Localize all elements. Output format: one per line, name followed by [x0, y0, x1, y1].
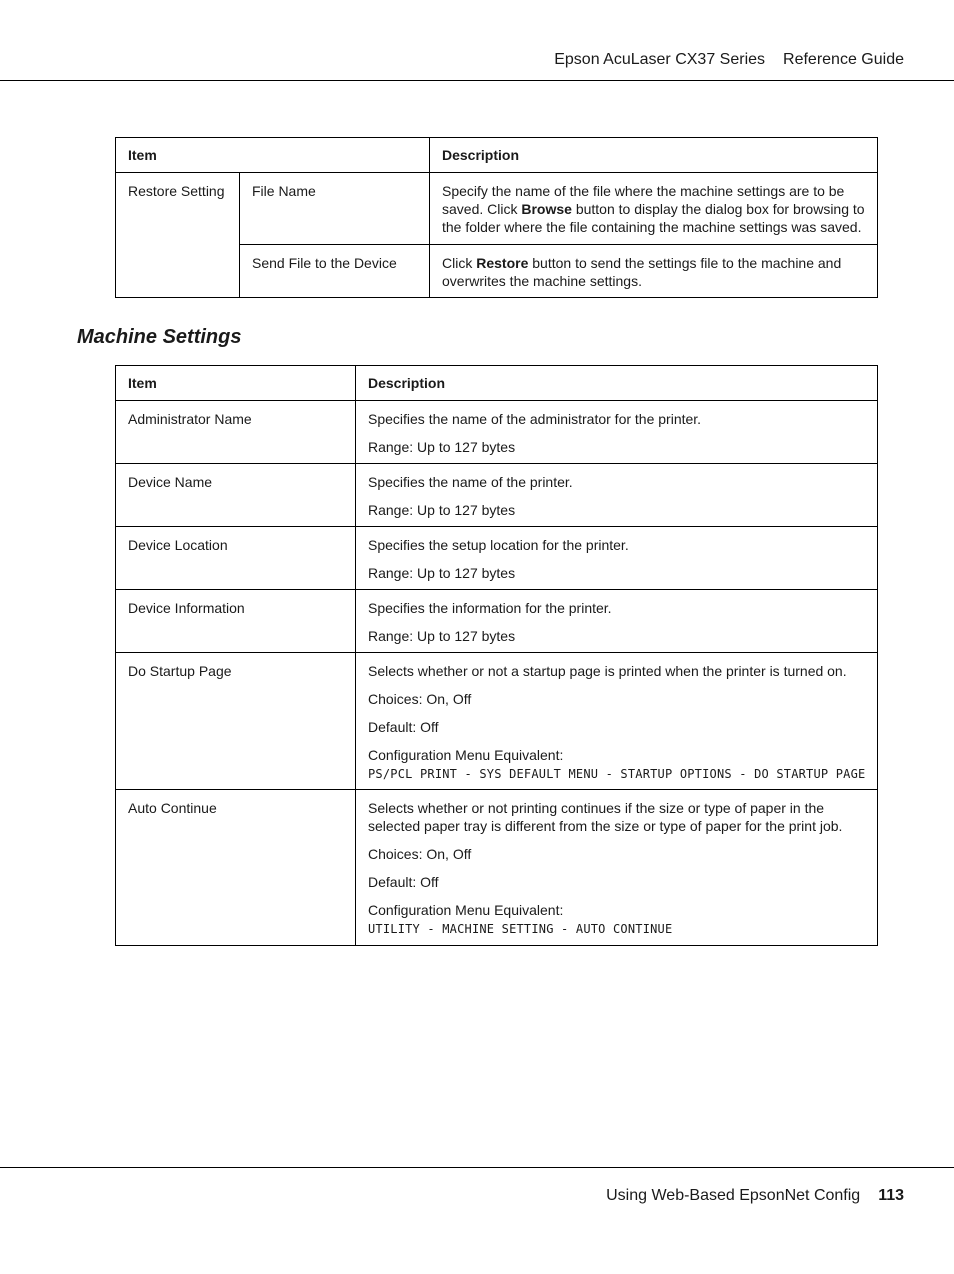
description-cell	[356, 790, 878, 946]
subitem-cell: Send File to the Device	[240, 245, 430, 298]
description-cell	[356, 401, 878, 464]
description-cell	[356, 653, 878, 790]
choices-text: Choices: On, Off	[368, 846, 472, 862]
page-number: 113	[878, 1187, 904, 1204]
config-path: UTILITY - MACHINE SETTING - AUTO CONTINUE	[368, 922, 673, 936]
config-block	[368, 901, 867, 937]
page-footer	[606, 1187, 904, 1205]
config-block	[368, 746, 867, 782]
item-cell: Auto Continue	[116, 790, 356, 946]
desc-bold: Restore	[476, 255, 529, 271]
desc-text: Specify the name of the file where the machine settings are to be saved. Click	[442, 183, 845, 217]
choices-text: Choices: On, Off	[368, 691, 472, 707]
item-cell: Administrator Name	[116, 401, 356, 464]
header-product: Epson AcuLaser CX37 Series	[554, 51, 766, 68]
description-cell	[356, 590, 878, 653]
table-row	[116, 790, 878, 946]
footer-chapter: Using Web-Based EpsonNet Config	[606, 1187, 861, 1204]
table-row	[116, 173, 878, 245]
desc-text: Click	[442, 255, 477, 271]
desc-text: Selects whether or not printing continues if the size or type of paper in the selected paper tray is different from the size or type of paper for the print job.	[368, 800, 843, 834]
machine-settings-table	[115, 365, 878, 946]
config-path: PS/PCL PRINT - SYS DEFAULT MENU - STARTUP OPTIONS - DO STARTUP PAGE	[368, 767, 866, 781]
item-cell: Device Location	[116, 527, 356, 590]
item-cell: Do Startup Page	[116, 653, 356, 790]
description-cell	[430, 245, 878, 298]
restore-setting-table	[115, 137, 878, 298]
column-header-description: Description	[430, 138, 878, 173]
range-text: Range: Up to 127 bytes	[368, 565, 516, 581]
desc-text: button to send the settings file to the machine and overwrites the machine settings.	[442, 255, 842, 289]
config-label: Configuration Menu Equivalent:	[368, 902, 564, 918]
desc-bold: Browse	[521, 201, 572, 217]
desc-text: Specifies the setup location for the printer.	[368, 537, 629, 553]
description-cell	[356, 464, 878, 527]
desc-text: Specifies the information for the printer.	[368, 600, 612, 616]
item-cell: Device Information	[116, 590, 356, 653]
description-cell	[430, 173, 878, 245]
config-label: Configuration Menu Equivalent:	[368, 747, 564, 763]
range-text: Range: Up to 127 bytes	[368, 502, 516, 518]
table-row	[116, 590, 878, 653]
table-row	[116, 653, 878, 790]
column-header-item: Item	[116, 366, 356, 401]
footer-rule	[0, 1167, 954, 1168]
page-header	[554, 51, 904, 69]
description-cell	[356, 527, 878, 590]
desc-text: Specifies the name of the administrator for the printer.	[368, 411, 702, 427]
header-rule	[0, 80, 954, 81]
column-header-item: Item	[116, 138, 430, 173]
table-header-row	[116, 138, 878, 173]
default-text: Default: Off	[368, 874, 439, 890]
table-row	[116, 401, 878, 464]
desc-text: button to display the dialog box for browsing to the folder where the file containing the machine settings was saved.	[442, 201, 865, 235]
table-row	[116, 527, 878, 590]
desc-text: Selects whether or not a startup page is printed when the printer is turned on.	[368, 663, 847, 679]
item-cell: Device Name	[116, 464, 356, 527]
subitem-cell: File Name	[240, 173, 430, 245]
range-text: Range: Up to 127 bytes	[368, 439, 516, 455]
table-row	[116, 464, 878, 527]
table-header-row	[116, 366, 878, 401]
item-cell: Restore Setting	[116, 173, 240, 298]
range-text: Range: Up to 127 bytes	[368, 628, 516, 644]
default-text: Default: Off	[368, 719, 439, 735]
section-title: Machine Settings	[77, 326, 242, 348]
column-header-description: Description	[356, 366, 878, 401]
header-guide: Reference Guide	[783, 51, 904, 68]
desc-text: Specifies the name of the printer.	[368, 474, 573, 490]
